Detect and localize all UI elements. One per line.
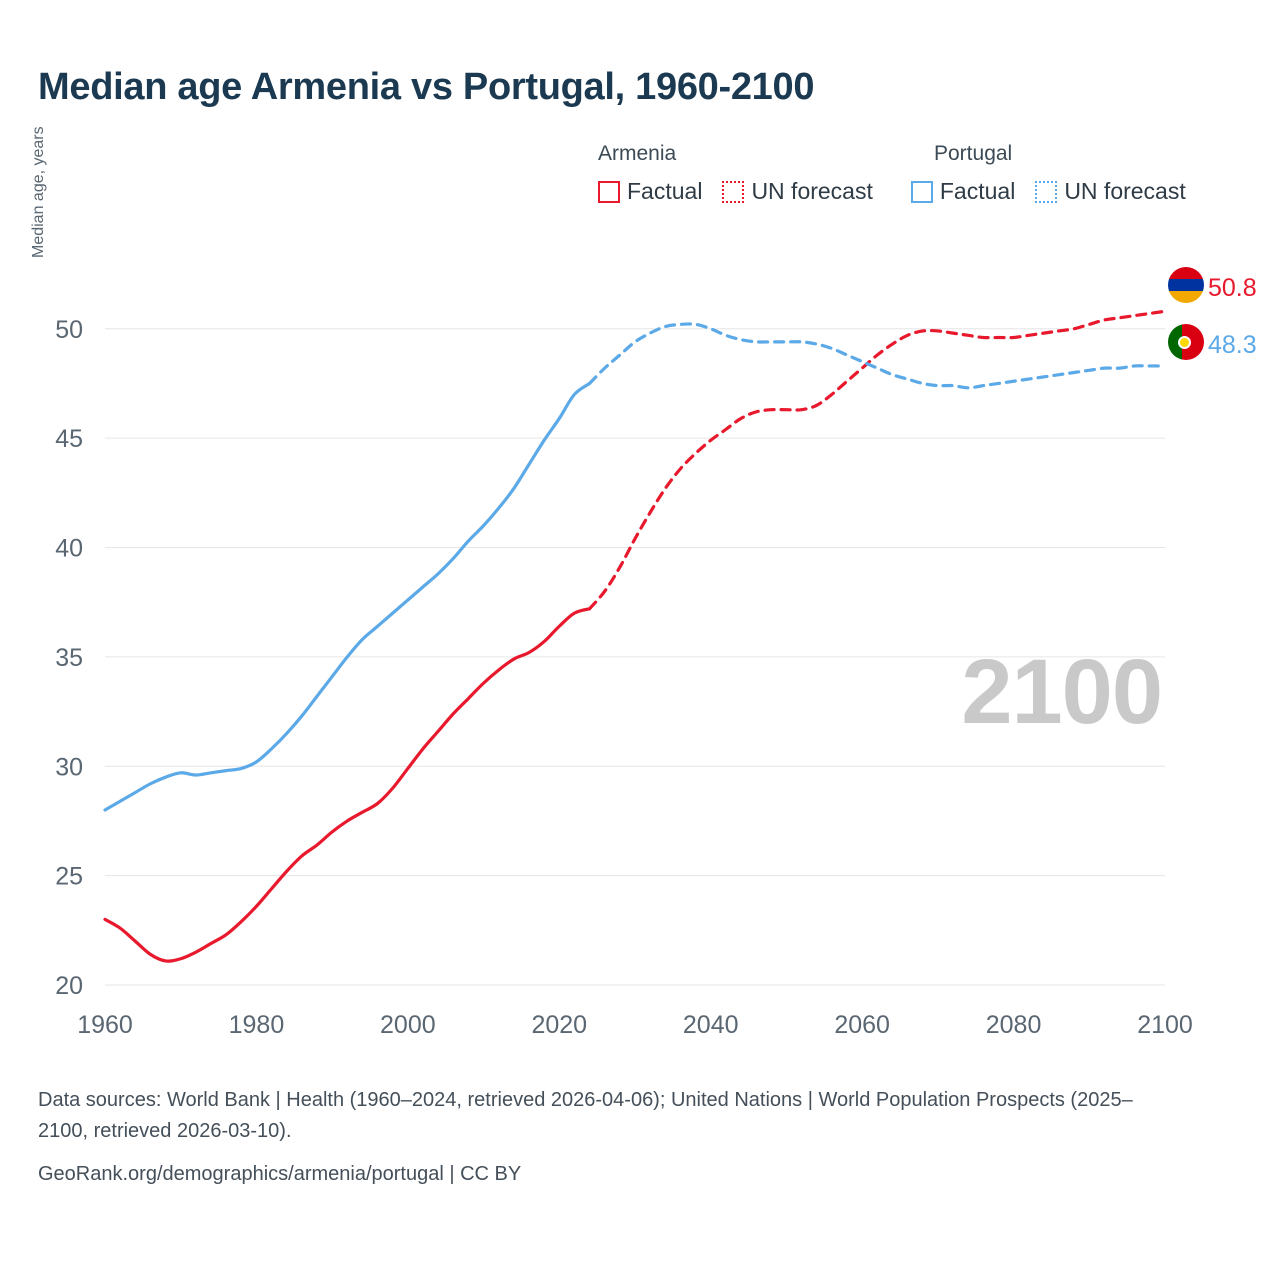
- portugal-end-value: 48.3: [1208, 331, 1257, 359]
- legend-item-label: Factual: [939, 178, 1016, 204]
- legend-group-armenia: Armenia: [598, 142, 677, 165]
- x-tick-label: 2100: [1137, 1011, 1193, 1039]
- x-tick-label: 2060: [834, 1011, 890, 1039]
- y-tick-label: 35: [55, 643, 83, 672]
- legend-item-label: Factual: [627, 178, 703, 204]
- legend-swatch-icon: [722, 181, 744, 203]
- data-sources-text: Data sources: World Bank | Health (1960–2024, retrieved 2026-04-06); United Nations | World Population Prospects (2025–2100, retrieved 2026-03-10).: [38, 1089, 1133, 1142]
- y-tick-label: 40: [55, 534, 83, 563]
- y-axis-label: Median age, years: [30, 126, 47, 258]
- year-watermark: 2100: [961, 641, 1162, 743]
- legend-swatch-icon: [1035, 181, 1057, 203]
- legend-item-label: UN forecast: [751, 178, 873, 204]
- y-tick-label: 45: [55, 425, 83, 454]
- legend-item-label: UN forecast: [1064, 178, 1186, 204]
- chart-legend: [598, 142, 1258, 205]
- legend-swatch-icon: [911, 181, 933, 203]
- y-tick-label: 20: [55, 972, 83, 1000]
- page-title: Median age Armenia vs Portugal, 1960-2100: [38, 66, 815, 108]
- footer: [38, 1085, 1238, 1190]
- footer-link[interactable]: GeoRank.org/demographics/armenia/portugal | CC BY: [38, 1163, 522, 1185]
- x-tick-label: 2080: [985, 1011, 1042, 1039]
- x-tick-label: 2020: [531, 1011, 588, 1039]
- series-line-factual: [105, 609, 590, 961]
- y-tick-label: 30: [55, 753, 83, 782]
- legend-item-portugal-forecast[interactable]: [1035, 178, 1185, 205]
- y-tick-label: 25: [55, 862, 83, 891]
- x-tick-label: 1980: [228, 1011, 285, 1039]
- legend-group-names: [598, 142, 1258, 166]
- series-line-forecast: [590, 311, 1165, 609]
- legend-swatch-icon: [598, 181, 620, 203]
- series-line-factual: [105, 383, 590, 810]
- portugal-flag-icon: [1168, 324, 1204, 360]
- armenia-flag-icon: [1168, 267, 1204, 303]
- x-tick-label: 2040: [682, 1011, 739, 1039]
- y-tick-label: 50: [55, 315, 83, 344]
- x-tick-label: 1960: [77, 1011, 133, 1039]
- legend-item-armenia-factual[interactable]: [598, 178, 702, 205]
- legend-item-armenia-forecast[interactable]: [722, 178, 872, 205]
- x-tick-label: 2000: [380, 1011, 436, 1039]
- legend-group-portugal: Portugal: [934, 142, 1013, 165]
- armenia-end-value: 50.8: [1208, 274, 1257, 302]
- legend-items: [598, 178, 1258, 205]
- legend-item-portugal-factual[interactable]: [911, 178, 1015, 205]
